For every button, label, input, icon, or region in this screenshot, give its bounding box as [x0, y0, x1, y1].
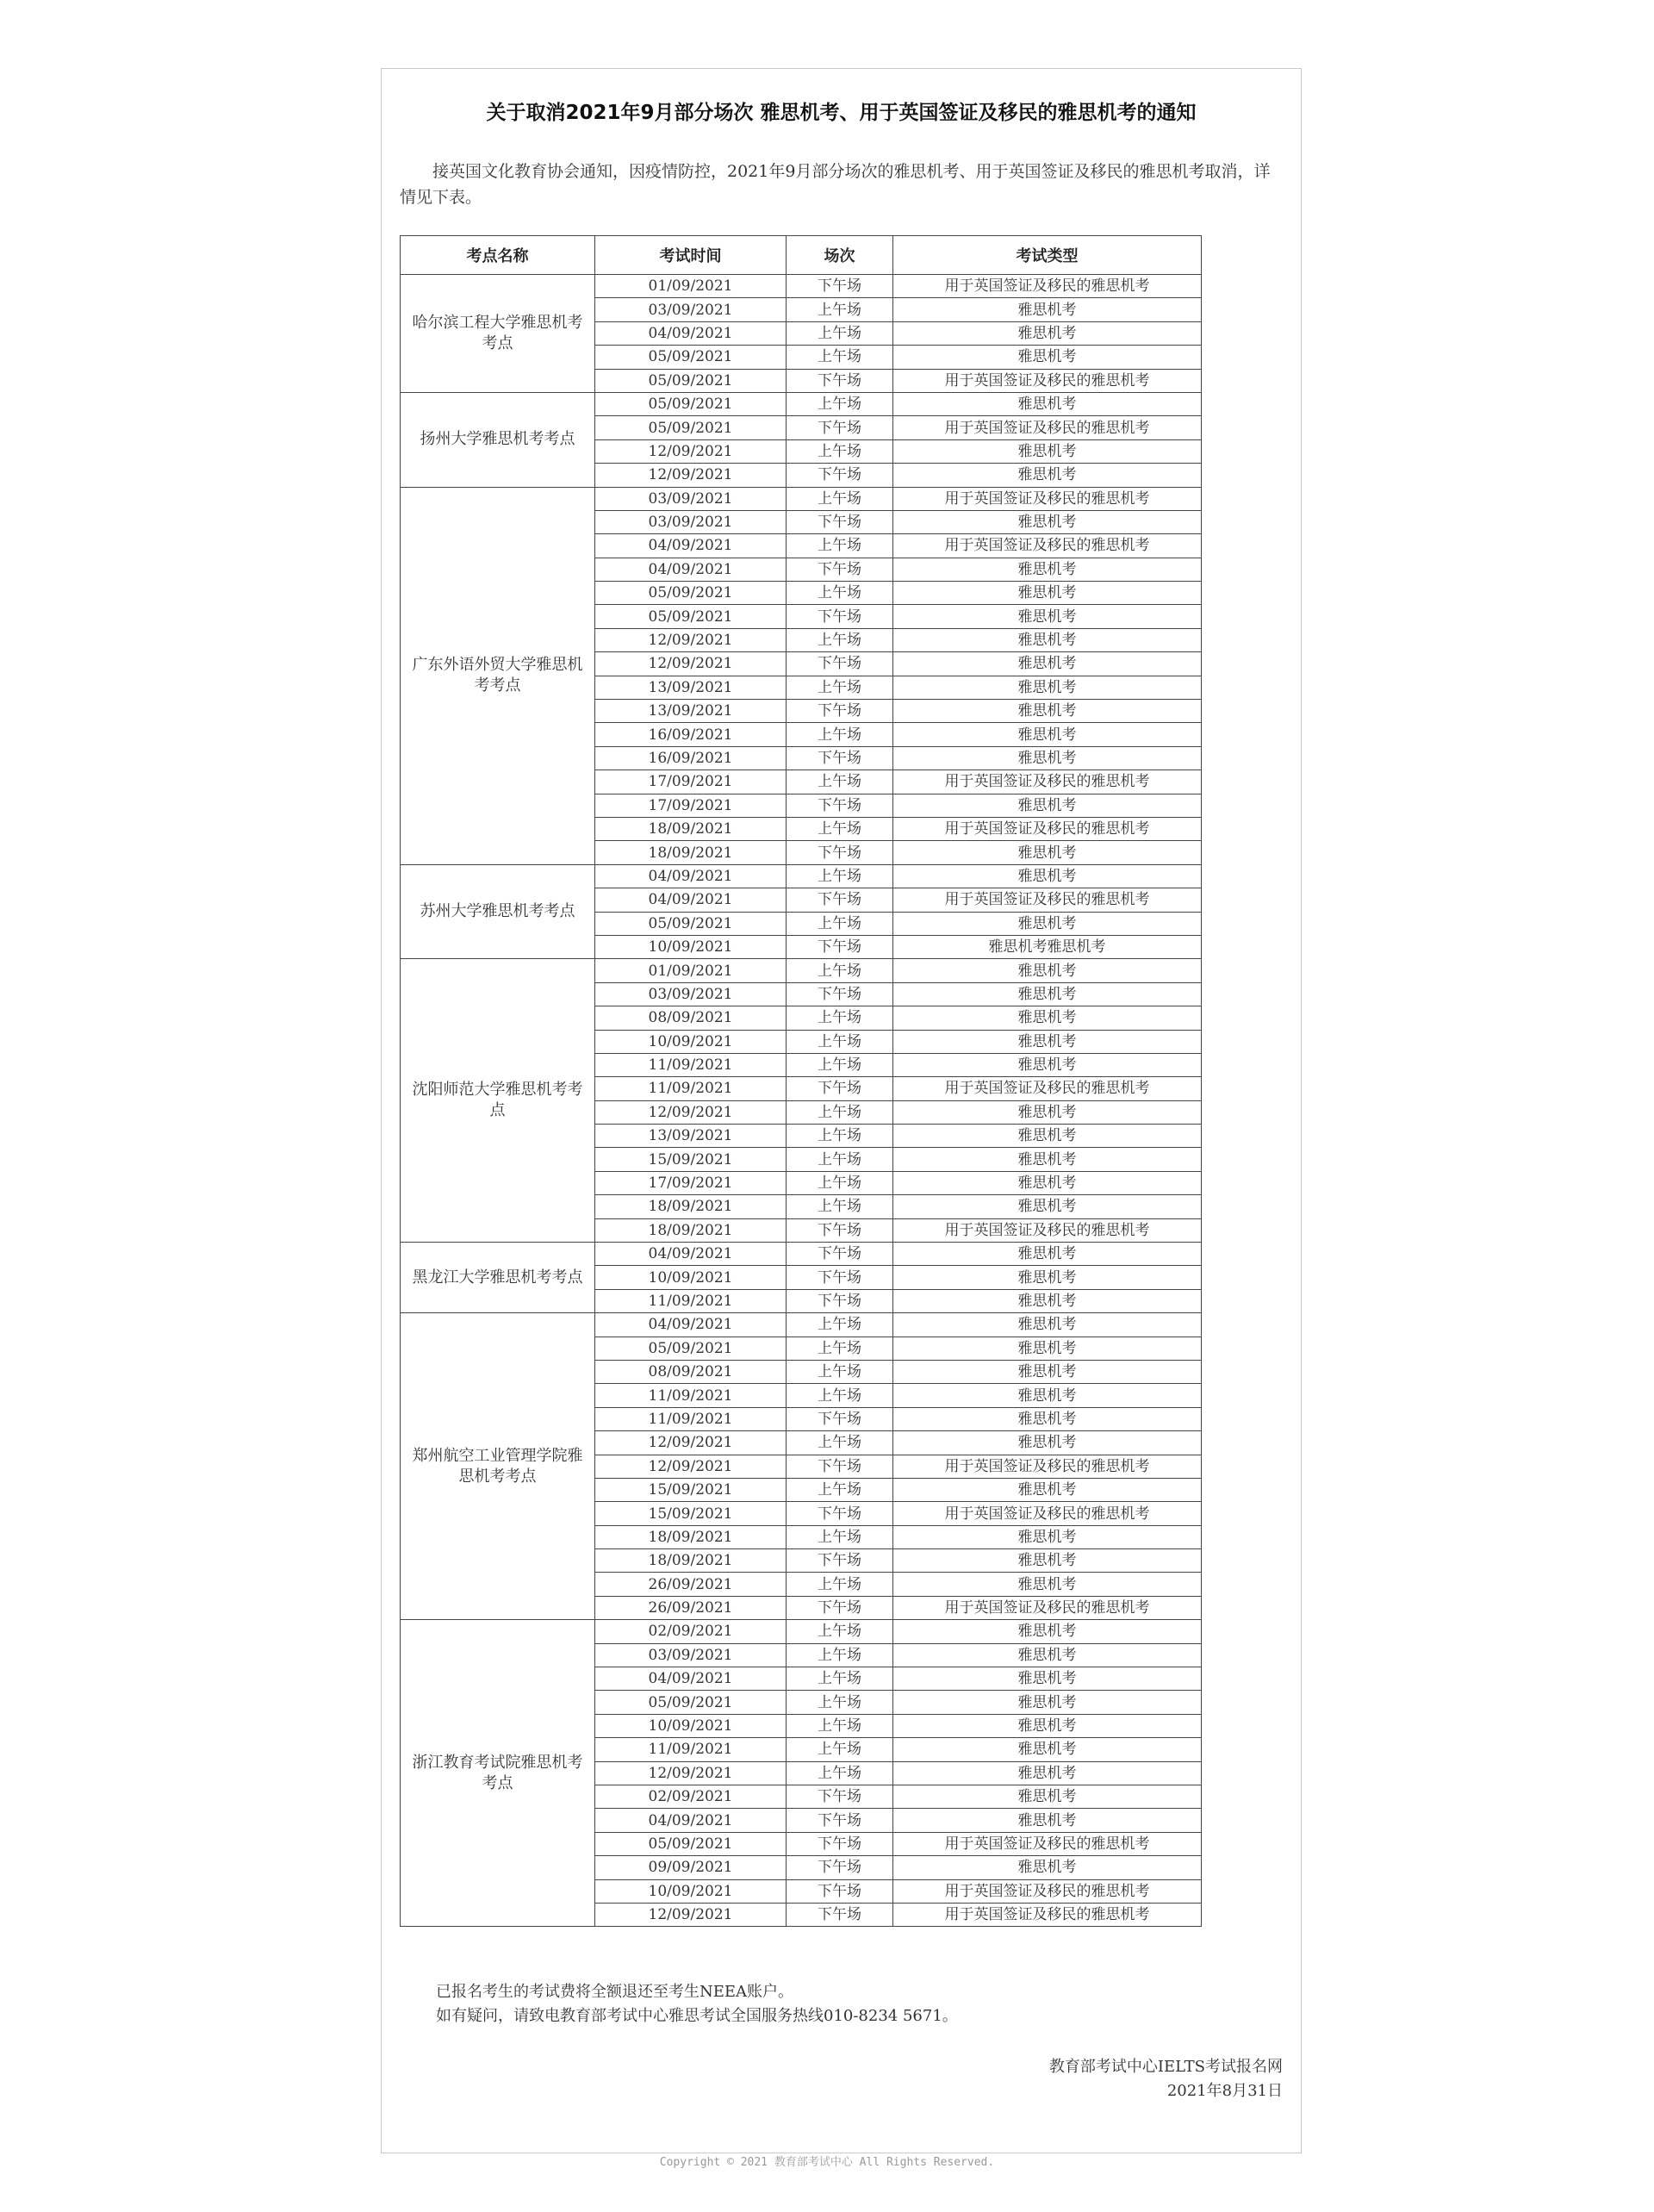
- session-cell: 下午场: [787, 1785, 893, 1809]
- exam-type-cell: 雅思机考: [893, 298, 1202, 321]
- exam-type-cell: 用于英国签证及移民的雅思机考: [893, 1218, 1202, 1242]
- date-cell: 04/09/2021: [595, 864, 787, 888]
- session-cell: 上午场: [787, 1195, 893, 1218]
- session-cell: 上午场: [787, 298, 893, 321]
- date-cell: 10/09/2021: [595, 935, 787, 958]
- date-cell: 16/09/2021: [595, 723, 787, 746]
- copyright: Copyright © 2021 教育部考试中心 All Rights Reserved.: [659, 2156, 995, 2169]
- date-cell: 12/09/2021: [595, 1903, 787, 1926]
- exam-type-cell: 用于英国签证及移民的雅思机考: [893, 817, 1202, 840]
- exam-type-cell: 雅思机考: [893, 1478, 1202, 1501]
- date-cell: 18/09/2021: [595, 1218, 787, 1242]
- date-cell: 15/09/2021: [595, 1502, 787, 1525]
- date-cell: 10/09/2021: [595, 1266, 787, 1289]
- session-cell: 上午场: [787, 392, 893, 415]
- session-cell: 上午场: [787, 864, 893, 888]
- date-cell: 12/09/2021: [595, 1100, 787, 1124]
- session-cell: 上午场: [787, 1030, 893, 1053]
- date-cell: 26/09/2021: [595, 1596, 787, 1619]
- session-cell: 下午场: [787, 558, 893, 581]
- exam-type-cell: 雅思机考: [893, 1573, 1202, 1596]
- date-cell: 05/09/2021: [595, 582, 787, 605]
- exam-type-cell: 雅思机考: [893, 1384, 1202, 1407]
- date-cell: 11/09/2021: [595, 1738, 787, 1761]
- date-cell: 18/09/2021: [595, 1195, 787, 1218]
- date-cell: 12/09/2021: [595, 1761, 787, 1785]
- session-cell: 下午场: [787, 1856, 893, 1879]
- date-cell: 09/09/2021: [595, 1856, 787, 1879]
- date-cell: 26/09/2021: [595, 1573, 787, 1596]
- session-cell: 上午场: [787, 1006, 893, 1030]
- date-cell: 05/09/2021: [595, 1337, 787, 1360]
- session-cell: 下午场: [787, 510, 893, 533]
- session-cell: 下午场: [787, 416, 893, 439]
- date-cell: 04/09/2021: [595, 1313, 787, 1337]
- date-cell: 05/09/2021: [595, 392, 787, 415]
- session-cell: 下午场: [787, 369, 893, 392]
- venue-cell: 苏州大学雅思机考考点: [401, 864, 595, 959]
- contact-note: 如有疑问，请致电教育部考试中心雅思考试全国服务热线010-8234 5671。: [436, 2007, 958, 2025]
- session-cell: 上午场: [787, 676, 893, 699]
- date-cell: 18/09/2021: [595, 1525, 787, 1548]
- table-row: [401, 1243, 1202, 1266]
- table-body: [401, 275, 1202, 1927]
- exam-type-cell: 雅思机考雅思机考: [893, 935, 1202, 958]
- session-cell: 上午场: [787, 582, 893, 605]
- date-cell: 04/09/2021: [595, 1667, 787, 1691]
- exam-type-cell: 雅思机考: [893, 1643, 1202, 1667]
- exam-type-cell: 雅思机考: [893, 1195, 1202, 1218]
- table-header-row: [401, 236, 1202, 275]
- exam-type-cell: 雅思机考: [893, 912, 1202, 935]
- session-cell: 上午场: [787, 1714, 893, 1737]
- date-cell: 18/09/2021: [595, 817, 787, 840]
- session-cell: 上午场: [787, 1620, 893, 1643]
- exam-type-cell: 雅思机考: [893, 1313, 1202, 1337]
- notice-title: 关于取消2021年9月部分场次 雅思机考、用于英国签证及移民的雅思机考的通知: [486, 102, 1197, 124]
- exam-type-cell: 雅思机考: [893, 841, 1202, 864]
- date-cell: 02/09/2021: [595, 1785, 787, 1809]
- session-cell: 下午场: [787, 464, 893, 487]
- date-cell: 08/09/2021: [595, 1360, 787, 1383]
- session-cell: 下午场: [787, 794, 893, 817]
- date-cell: 13/09/2021: [595, 1125, 787, 1148]
- venue-cell: 广东外语外贸大学雅思机考考点: [401, 487, 595, 864]
- session-cell: 下午场: [787, 1077, 893, 1100]
- table-row: [401, 275, 1202, 298]
- table-row: [401, 392, 1202, 415]
- date-cell: 10/09/2021: [595, 1030, 787, 1053]
- date-cell: 12/09/2021: [595, 628, 787, 651]
- session-cell: 上午场: [787, 1125, 893, 1148]
- session-cell: 下午场: [787, 1809, 893, 1832]
- date-cell: 16/09/2021: [595, 746, 787, 770]
- date-cell: 04/09/2021: [595, 1243, 787, 1266]
- session-cell: 下午场: [787, 1502, 893, 1525]
- date-cell: 15/09/2021: [595, 1478, 787, 1501]
- session-cell: 上午场: [787, 1643, 893, 1667]
- exam-type-cell: 雅思机考: [893, 1549, 1202, 1573]
- session-cell: 下午场: [787, 1832, 893, 1855]
- date-cell: 04/09/2021: [595, 1809, 787, 1832]
- session-cell: 下午场: [787, 1549, 893, 1573]
- exam-type-cell: 雅思机考: [893, 464, 1202, 487]
- date-cell: 10/09/2021: [595, 1714, 787, 1737]
- date-cell: 13/09/2021: [595, 676, 787, 699]
- exam-type-cell: 雅思机考: [893, 1148, 1202, 1171]
- exam-type-cell: 雅思机考: [893, 1714, 1202, 1737]
- date-cell: 08/09/2021: [595, 1006, 787, 1030]
- session-cell: 上午场: [787, 817, 893, 840]
- exam-type-cell: 用于英国签证及移民的雅思机考: [893, 888, 1202, 912]
- date-cell: 03/09/2021: [595, 982, 787, 1006]
- venue-cell: 哈尔滨工程大学雅思机考考点: [401, 275, 595, 393]
- session-cell: 上午场: [787, 487, 893, 510]
- date-cell: 05/09/2021: [595, 346, 787, 369]
- date-cell: 05/09/2021: [595, 1691, 787, 1714]
- exam-type-cell: 用于英国签证及移民的雅思机考: [893, 1077, 1202, 1100]
- date-cell: 03/09/2021: [595, 510, 787, 533]
- session-cell: 下午场: [787, 935, 893, 958]
- exam-type-cell: 雅思机考: [893, 1360, 1202, 1383]
- session-cell: 上午场: [787, 1431, 893, 1455]
- exam-type-cell: 雅思机考: [893, 1266, 1202, 1289]
- header-venue: 考点名称: [401, 236, 595, 275]
- date-cell: 13/09/2021: [595, 700, 787, 723]
- session-cell: 下午场: [787, 700, 893, 723]
- date-cell: 18/09/2021: [595, 841, 787, 864]
- exam-type-cell: 雅思机考: [893, 700, 1202, 723]
- header-session: 场次: [787, 236, 893, 275]
- session-cell: 下午场: [787, 888, 893, 912]
- exam-type-cell: 雅思机考: [893, 1125, 1202, 1148]
- session-cell: 上午场: [787, 1053, 893, 1076]
- venue-cell: 扬州大学雅思机考考点: [401, 392, 595, 487]
- session-cell: 上午场: [787, 439, 893, 463]
- date-cell: 18/09/2021: [595, 1549, 787, 1573]
- date-cell: 12/09/2021: [595, 439, 787, 463]
- session-cell: 下午场: [787, 1879, 893, 1903]
- exam-type-cell: 用于英国签证及移民的雅思机考: [893, 487, 1202, 510]
- session-cell: 下午场: [787, 841, 893, 864]
- exam-type-cell: 雅思机考: [893, 1738, 1202, 1761]
- date-cell: 03/09/2021: [595, 1643, 787, 1667]
- session-cell: 上午场: [787, 770, 893, 794]
- exam-type-cell: 雅思机考: [893, 1761, 1202, 1785]
- date-cell: 10/09/2021: [595, 1879, 787, 1903]
- venue-cell: 黑龙江大学雅思机考考点: [401, 1243, 595, 1313]
- session-cell: 上午场: [787, 1667, 893, 1691]
- session-cell: 上午场: [787, 1313, 893, 1337]
- session-cell: 上午场: [787, 1100, 893, 1124]
- exam-type-cell: 雅思机考: [893, 676, 1202, 699]
- session-cell: 上午场: [787, 1738, 893, 1761]
- session-cell: 上午场: [787, 1525, 893, 1548]
- session-cell: 上午场: [787, 912, 893, 935]
- session-cell: 上午场: [787, 1761, 893, 1785]
- exam-type-cell: 雅思机考: [893, 439, 1202, 463]
- session-cell: 上午场: [787, 1171, 893, 1194]
- exam-type-cell: 雅思机考: [893, 746, 1202, 770]
- exam-type-cell: 雅思机考: [893, 392, 1202, 415]
- date-cell: 12/09/2021: [595, 652, 787, 676]
- table-row: [401, 959, 1202, 982]
- venue-cell: 浙江教育考试院雅思机考考点: [401, 1620, 595, 1927]
- header-date: 考试时间: [595, 236, 787, 275]
- exam-type-cell: 用于英国签证及移民的雅思机考: [893, 369, 1202, 392]
- exam-type-cell: 雅思机考: [893, 1289, 1202, 1312]
- session-cell: 下午场: [787, 1596, 893, 1619]
- session-cell: 上午场: [787, 534, 893, 558]
- exam-type-cell: 用于英国签证及移民的雅思机考: [893, 1903, 1202, 1926]
- date-cell: 04/09/2021: [595, 558, 787, 581]
- session-cell: 下午场: [787, 982, 893, 1006]
- exam-type-cell: 雅思机考: [893, 1337, 1202, 1360]
- session-cell: 上午场: [787, 1337, 893, 1360]
- exam-type-cell: 雅思机考: [893, 1856, 1202, 1879]
- signature-org: 教育部考试中心IELTS考试报名网: [1048, 2058, 1283, 2076]
- date-cell: 03/09/2021: [595, 298, 787, 321]
- exam-type-cell: 雅思机考: [893, 1407, 1202, 1430]
- date-cell: 12/09/2021: [595, 1431, 787, 1455]
- exam-type-cell: 用于英国签证及移民的雅思机考: [893, 770, 1202, 794]
- signature-date: 2021年8月31日: [1166, 2082, 1283, 2100]
- exam-type-cell: 雅思机考: [893, 1667, 1202, 1691]
- session-cell: 上午场: [787, 1384, 893, 1407]
- date-cell: 11/09/2021: [595, 1077, 787, 1100]
- date-cell: 05/09/2021: [595, 605, 787, 628]
- session-cell: 上午场: [787, 1691, 893, 1714]
- session-cell: 下午场: [787, 1218, 893, 1242]
- session-cell: 下午场: [787, 1266, 893, 1289]
- date-cell: 15/09/2021: [595, 1148, 787, 1171]
- exam-type-cell: 用于英国签证及移民的雅思机考: [893, 1596, 1202, 1619]
- exam-type-cell: 雅思机考: [893, 510, 1202, 533]
- date-cell: 02/09/2021: [595, 1620, 787, 1643]
- date-cell: 04/09/2021: [595, 534, 787, 558]
- session-cell: 下午场: [787, 1455, 893, 1478]
- session-cell: 下午场: [787, 1903, 893, 1926]
- session-cell: 上午场: [787, 959, 893, 982]
- date-cell: 03/09/2021: [595, 487, 787, 510]
- session-cell: 下午场: [787, 746, 893, 770]
- refund-note: 已报名考生的考试费将全额退还至考生NEEA账户。: [436, 1983, 794, 2001]
- exam-type-cell: 雅思机考: [893, 652, 1202, 676]
- session-cell: 下午场: [787, 1243, 893, 1266]
- exam-type-cell: 雅思机考: [893, 1785, 1202, 1809]
- date-cell: 12/09/2021: [595, 464, 787, 487]
- exam-type-cell: 用于英国签证及移民的雅思机考: [893, 1455, 1202, 1478]
- date-cell: 12/09/2021: [595, 1455, 787, 1478]
- exam-type-cell: 雅思机考: [893, 628, 1202, 651]
- exam-type-cell: 用于英国签证及移民的雅思机考: [893, 416, 1202, 439]
- exam-type-cell: 雅思机考: [893, 1030, 1202, 1053]
- session-cell: 上午场: [787, 1573, 893, 1596]
- exam-type-cell: 雅思机考: [893, 605, 1202, 628]
- date-cell: 17/09/2021: [595, 794, 787, 817]
- table-row: [401, 864, 1202, 888]
- date-cell: 05/09/2021: [595, 416, 787, 439]
- date-cell: 11/09/2021: [595, 1407, 787, 1430]
- table-row: [401, 1313, 1202, 1337]
- exam-type-cell: 雅思机考: [893, 982, 1202, 1006]
- session-cell: 下午场: [787, 1289, 893, 1312]
- session-cell: 下午场: [787, 605, 893, 628]
- exam-type-cell: 雅思机考: [893, 1620, 1202, 1643]
- date-cell: 04/09/2021: [595, 888, 787, 912]
- exam-type-cell: 雅思机考: [893, 1809, 1202, 1832]
- signature: [1049, 2055, 1283, 2103]
- exam-type-cell: 雅思机考: [893, 582, 1202, 605]
- session-cell: 上午场: [787, 346, 893, 369]
- date-cell: 17/09/2021: [595, 1171, 787, 1194]
- date-cell: 17/09/2021: [595, 770, 787, 794]
- table-row: [401, 1620, 1202, 1643]
- exam-type-cell: 雅思机考: [893, 1243, 1202, 1266]
- session-cell: 下午场: [787, 652, 893, 676]
- session-cell: 上午场: [787, 321, 893, 345]
- date-cell: 05/09/2021: [595, 369, 787, 392]
- session-cell: 上午场: [787, 1360, 893, 1383]
- exam-type-cell: 雅思机考: [893, 558, 1202, 581]
- date-cell: 11/09/2021: [595, 1384, 787, 1407]
- exam-type-cell: 雅思机考: [893, 1171, 1202, 1194]
- exam-type-cell: 雅思机考: [893, 864, 1202, 888]
- date-cell: 01/09/2021: [595, 275, 787, 298]
- date-cell: 05/09/2021: [595, 912, 787, 935]
- exam-type-cell: 雅思机考: [893, 1053, 1202, 1076]
- header-exam-type: 考试类型: [893, 236, 1202, 275]
- date-cell: 01/09/2021: [595, 959, 787, 982]
- session-cell: 上午场: [787, 723, 893, 746]
- session-cell: 下午场: [787, 1407, 893, 1430]
- table-row: [401, 487, 1202, 510]
- exam-type-cell: 雅思机考: [893, 1100, 1202, 1124]
- session-cell: 上午场: [787, 1478, 893, 1501]
- date-cell: 04/09/2021: [595, 321, 787, 345]
- session-cell: 下午场: [787, 275, 893, 298]
- exam-type-cell: 雅思机考: [893, 794, 1202, 817]
- date-cell: 05/09/2021: [595, 1832, 787, 1855]
- exam-type-cell: 用于英国签证及移民的雅思机考: [893, 1502, 1202, 1525]
- exam-type-cell: 用于英国签证及移民的雅思机考: [893, 1879, 1202, 1903]
- exam-type-cell: 雅思机考: [893, 346, 1202, 369]
- exam-type-cell: 雅思机考: [893, 1431, 1202, 1455]
- exam-type-cell: 雅思机考: [893, 321, 1202, 345]
- exam-type-cell: 用于英国签证及移民的雅思机考: [893, 1832, 1202, 1855]
- cancellation-table: [400, 235, 1202, 1927]
- date-cell: 11/09/2021: [595, 1289, 787, 1312]
- exam-type-cell: 用于英国签证及移民的雅思机考: [893, 275, 1202, 298]
- exam-type-cell: 雅思机考: [893, 1691, 1202, 1714]
- date-cell: 11/09/2021: [595, 1053, 787, 1076]
- notice-intro: 接英国文化教育协会通知，因疫情防控，2021年9月部分场次的雅思机考、用于英国签证及移民的雅思机考取消，详情见下表。: [400, 162, 1271, 207]
- exam-type-cell: 雅思机考: [893, 1525, 1202, 1548]
- notes: [436, 1980, 958, 2028]
- venue-cell: 郑州航空工业管理学院雅思机考考点: [401, 1313, 595, 1620]
- exam-type-cell: 雅思机考: [893, 723, 1202, 746]
- session-cell: 上午场: [787, 628, 893, 651]
- exam-type-cell: 雅思机考: [893, 959, 1202, 982]
- venue-cell: 沈阳师范大学雅思机考考点: [401, 959, 595, 1243]
- session-cell: 上午场: [787, 1148, 893, 1171]
- exam-type-cell: 雅思机考: [893, 1006, 1202, 1030]
- exam-type-cell: 用于英国签证及移民的雅思机考: [893, 534, 1202, 558]
